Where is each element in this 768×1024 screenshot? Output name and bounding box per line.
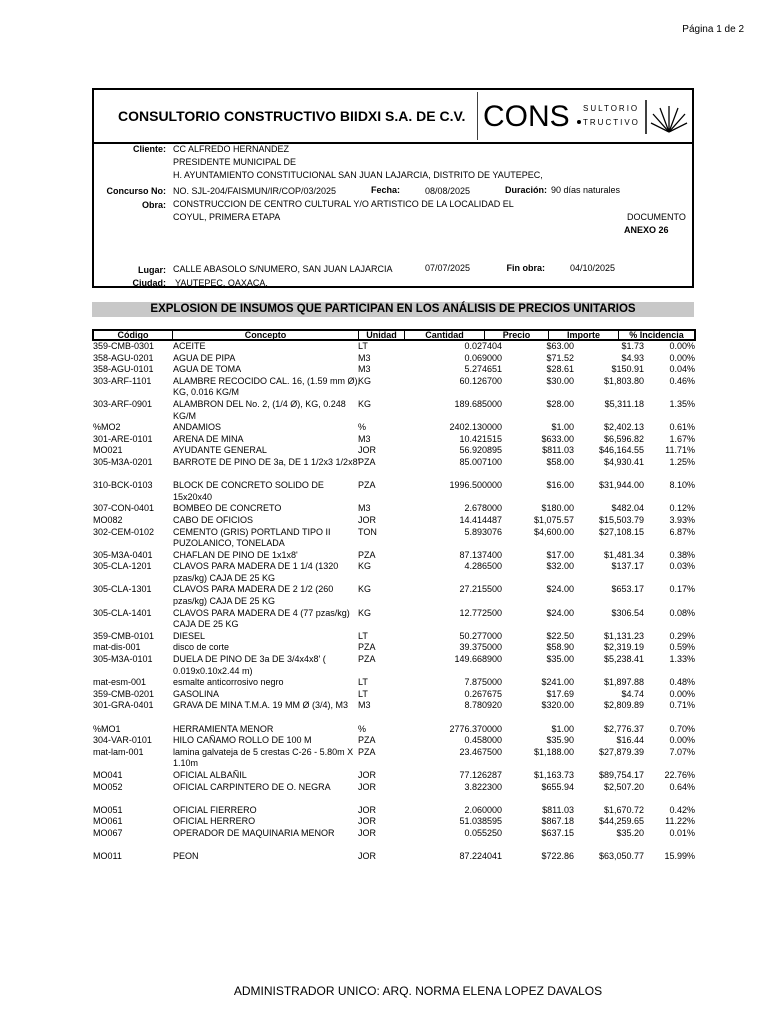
row-code: 305-M3A-0101 [93, 654, 153, 665]
row-precio: $63.00 [546, 341, 574, 351]
row-cantidad: 85.007100 [459, 456, 502, 467]
row-unidad: TON [358, 526, 377, 537]
row-importe: $137.17 [611, 561, 644, 572]
row-concepto: BLOCK DE CONCRETO SOLIDO DE 15x20x40 [173, 480, 324, 502]
row-incidencia: 0.17% [669, 584, 695, 595]
table-row [0, 503, 768, 515]
row-incidencia: 0.00% [669, 688, 695, 699]
fecha-label: Fecha: [370, 185, 400, 195]
row-precio: $28.00 [546, 398, 574, 409]
row-concepto: PEON [173, 851, 199, 862]
row-code: MO052 [93, 781, 123, 792]
duracion-value: 90 días naturales [551, 185, 621, 195]
company-name: CONSULTORIO CONSTRUCTIVO BIIDXI S.A. DE C.V. [118, 108, 466, 124]
row-incidencia: 7.07% [669, 746, 695, 757]
row-incidencia: 8.10% [669, 480, 695, 491]
row-code: 307-CON-0401 [93, 503, 155, 514]
row-importe: $89,754.17 [598, 769, 644, 780]
row-cantidad: 189.685000 [454, 398, 502, 409]
row-unidad: PZA [358, 549, 376, 560]
row-incidencia: 0.70% [669, 723, 695, 734]
row-cantidad: 5.274651 [464, 364, 502, 375]
table-row [0, 782, 768, 805]
row-precio: $241.00 [541, 677, 574, 688]
row-cantidad: 0.069000 [464, 352, 502, 363]
row-importe: $1,131.23 [603, 630, 644, 641]
row-cantidad: 0.027404 [464, 341, 502, 351]
table-row [0, 735, 768, 747]
row-concepto: OFICIAL ALBAÑIL [173, 769, 247, 780]
row-code: 303-ARF-1101 [93, 375, 152, 386]
row-code: %MO2 [93, 422, 121, 433]
concurso-number: NO. SJL-204/FAISMUN/IR/COP/03/2025 [173, 186, 337, 196]
row-code: 310-BCK-0103 [93, 480, 153, 491]
row-incidencia: 1.35% [669, 398, 695, 409]
row-unidad: M3 [358, 352, 371, 363]
row-importe: $4.93 [621, 352, 644, 363]
row-importe: $15,503.79 [598, 514, 644, 525]
row-cantidad: 12.772500 [459, 607, 502, 618]
table-row [0, 608, 768, 631]
cliente-label: Cliente: [132, 144, 166, 154]
row-importe: $5,238.41 [603, 654, 644, 665]
table-row [0, 654, 768, 677]
row-unidad: PZA [358, 642, 376, 653]
row-code: MO082 [93, 514, 123, 525]
row-unidad: M3 [358, 503, 371, 514]
row-importe: $2,507.20 [603, 781, 644, 792]
row-code: 305-M3A-0401 [93, 549, 153, 560]
row-incidencia: 3.93% [669, 514, 695, 525]
fecha-inicio-value: 07/07/2025 [425, 263, 471, 273]
row-importe: $653.17 [611, 584, 644, 595]
logo-rays-icon [651, 106, 687, 132]
row-cantidad: 7.875000 [464, 677, 502, 688]
table-row [0, 828, 768, 851]
row-code: mat-dis-001 [93, 642, 141, 653]
row-code: MO067 [93, 827, 123, 838]
row-precio: $17.00 [546, 549, 574, 560]
row-concepto: esmalte anticorrosivo negro [173, 677, 284, 688]
col-incidencia: % Incidencia [618, 331, 694, 339]
row-precio: $22.50 [546, 630, 574, 641]
row-code: MO011 [93, 851, 122, 862]
row-code: 359-CMB-0101 [93, 630, 155, 641]
row-concepto: OFICIAL FIERRERO [173, 804, 257, 815]
row-unidad: LT [358, 341, 368, 351]
row-cantidad: 3.822300 [464, 781, 502, 792]
table-row [0, 445, 768, 457]
row-importe: $482.04 [611, 503, 644, 514]
row-precio: $17.69 [546, 688, 574, 699]
row-cantidad: 23.467500 [459, 746, 502, 757]
row-concepto: DIESEL [173, 630, 206, 641]
row-importe: $4,930.41 [603, 456, 644, 467]
row-precio: $35.90 [546, 735, 574, 746]
row-importe: $63,050.77 [598, 851, 644, 862]
row-cantidad: 4.286500 [464, 561, 502, 572]
row-precio: $633.00 [541, 433, 574, 444]
row-code: 305-CLA-1201 [93, 561, 152, 572]
fecha-value: 08/08/2025 [425, 186, 471, 196]
row-unidad: % [358, 723, 367, 734]
row-importe: $31,944.00 [598, 480, 644, 491]
table-row [0, 527, 768, 550]
row-incidencia: 15.99% [664, 851, 695, 862]
table-row [0, 376, 768, 399]
row-cantidad: 39.375000 [459, 642, 502, 653]
table-row [0, 515, 768, 527]
row-unidad: JOR [358, 781, 376, 792]
row-unidad: JOR [358, 827, 376, 838]
row-importe: $27,108.15 [598, 526, 644, 537]
row-cantidad: 0.267675 [464, 688, 502, 699]
row-unidad: PZA [358, 480, 376, 491]
row-concepto: BARROTE DE PINO DE 3a, DE 1 1/2x3 1/2x8' [173, 456, 360, 467]
table-row [0, 747, 768, 770]
table-row [0, 805, 768, 817]
page-number: Página 1 de 2 [682, 24, 744, 35]
ciudad-value: YAUTEPEC, OAXACA. [175, 278, 268, 288]
row-importe: $1,803.80 [603, 375, 644, 386]
table-row [0, 642, 768, 654]
row-incidencia: 0.03% [669, 561, 695, 572]
col-concepto: Concepto [172, 331, 358, 339]
table-row [0, 584, 768, 607]
row-incidencia: 0.61% [669, 422, 695, 433]
table-body [0, 341, 768, 863]
row-importe: $1,897.88 [603, 677, 644, 688]
row-importe: $1,670.72 [603, 804, 644, 815]
col-cantidad: Cantidad [404, 331, 484, 339]
section-title: EXPLOSION DE INSUMOS QUE PARTICIPAN EN LOS ANÁLISIS DE PRECIOS UNITARIOS [92, 302, 694, 317]
row-importe: $1.73 [621, 341, 644, 351]
row-incidencia: 1.25% [669, 456, 695, 467]
row-code: 359-CMB-0301 [93, 341, 155, 351]
obra-line-1: CONSTRUCCION DE CENTRO CULTURAL Y/O ARTISTICO DE LA LOCALIDAD EL [173, 199, 514, 209]
row-concepto: AGUA DE PIPA [173, 352, 236, 363]
table-row [0, 851, 768, 863]
row-precio: $655.94 [541, 781, 574, 792]
row-cantidad: 77.126287 [459, 769, 502, 780]
row-concepto: GASOLINA [173, 688, 220, 699]
col-codigo: Código [117, 330, 149, 340]
row-concepto: AGUA DE TOMA [173, 364, 242, 375]
row-concepto: BOMBEO DE CONCRETO [173, 503, 282, 514]
table-row [0, 677, 768, 689]
row-incidencia: 1.33% [669, 654, 695, 665]
row-importe: $6,596.82 [603, 433, 644, 444]
table-row [0, 700, 768, 723]
row-unidad: JOR [358, 445, 376, 456]
row-unidad: PZA [358, 654, 376, 665]
row-incidencia: 1.67% [669, 433, 695, 444]
company-logo [477, 92, 691, 140]
row-importe: $46,164.55 [598, 445, 644, 456]
logo-bottom-text: TRUCTIVO [583, 118, 640, 127]
row-incidencia: 0.59% [669, 642, 695, 653]
row-unidad: LT [358, 688, 368, 699]
table-row [0, 353, 768, 365]
row-concepto: OFICIAL HERRERO [173, 816, 256, 827]
row-unidad: PZA [358, 735, 376, 746]
row-importe: $27,879.39 [598, 746, 644, 757]
row-incidencia: 0.01% [669, 827, 695, 838]
row-code: MO041 [93, 769, 123, 780]
row-cantidad: 149.668900 [454, 654, 502, 665]
row-precio: $24.00 [546, 584, 574, 595]
row-concepto: ANDAMIOS [173, 422, 222, 433]
row-incidencia: 0.04% [669, 364, 695, 375]
row-concepto: ALAMBRE RECOCIDO CAL. 16, (1.59 mm Ø), KG, 0.016 KG/M [173, 375, 361, 398]
row-precio: $71.52 [546, 352, 574, 363]
row-precio: $867.18 [541, 816, 574, 827]
row-precio: $1,188.00 [533, 746, 574, 757]
row-unidad: % [358, 422, 367, 433]
row-cantidad: 10.421515 [459, 433, 502, 444]
row-concepto: CLAVOS PARA MADERA DE 4 (77 pzas/kg) CAJA DE 25 KG [173, 607, 350, 630]
row-concepto: ARENA DE MINA [173, 433, 244, 444]
row-concepto: ACEITE [173, 341, 206, 351]
row-code: 301-GRA-0401 [93, 700, 154, 711]
row-unidad: M3 [358, 433, 371, 444]
row-incidencia: 11.71% [665, 445, 695, 456]
row-importe: $1,481.34 [603, 549, 644, 560]
row-code: 304-VAR-0101 [93, 735, 152, 746]
row-unidad: JOR [358, 804, 376, 815]
row-precio: $58.00 [546, 456, 574, 467]
row-incidencia: 0.64% [669, 781, 695, 792]
table-row [0, 434, 768, 446]
row-precio: $320.00 [541, 700, 574, 711]
row-importe: $5,311.18 [604, 398, 644, 409]
row-precio: $4,600.00 [533, 526, 574, 537]
row-cantidad: 56.920895 [459, 445, 502, 456]
row-incidencia: 0.12% [669, 503, 695, 514]
row-concepto: CABO DE OFICIOS [173, 514, 254, 525]
row-precio: $637.15 [541, 827, 574, 838]
row-unidad: JOR [358, 851, 376, 862]
row-incidencia: 0.46% [669, 375, 695, 386]
col-unidad: Unidad [358, 331, 404, 339]
row-unidad: JOR [358, 769, 376, 780]
row-incidencia: 0.38% [669, 549, 695, 560]
row-code: 305-M3A-0201 [93, 456, 153, 467]
logo-main-text: CONS [483, 100, 570, 133]
row-incidencia: 0.00% [669, 352, 695, 363]
row-concepto: HILO CAÑAMO ROLLO DE 100 M [173, 735, 312, 746]
table-row [0, 561, 768, 584]
row-cantidad: 2402.130000 [449, 422, 502, 433]
row-importe: $150.91 [611, 364, 644, 375]
row-importe: $2,809.89 [603, 700, 644, 711]
row-precio: $1,163.73 [533, 769, 574, 780]
row-precio: $35.00 [546, 654, 574, 665]
table-row [0, 631, 768, 643]
table-row [0, 770, 768, 782]
row-precio: $811.03 [542, 804, 574, 815]
row-code: 301-ARE-0101 [93, 433, 153, 444]
documento-label: DOCUMENTO [627, 212, 686, 222]
row-cantidad: 8.780920 [464, 700, 502, 711]
row-code: 358-AGU-0201 [93, 352, 154, 363]
duracion-label: Duración: [504, 185, 547, 195]
row-cantidad: 1996.500000 [449, 480, 502, 491]
table-row [0, 399, 768, 422]
concurso-label: Concurso No: [106, 186, 166, 196]
fin-obra-label: Fin obra: [506, 263, 545, 273]
row-unidad: LT [358, 630, 368, 641]
row-precio: $28.61 [546, 364, 574, 375]
row-code: %MO1 [93, 723, 121, 734]
row-importe: $2,319.19 [603, 642, 644, 653]
row-incidencia: 0.48% [669, 677, 695, 688]
row-concepto: GRAVA DE MINA T.M.A. 19 MM Ø (3/4), M3 [173, 700, 349, 711]
row-precio: $58.90 [546, 642, 574, 653]
table-row [0, 422, 768, 434]
row-code: 303-ARF-0901 [93, 398, 153, 409]
row-code: MO051 [93, 804, 123, 815]
row-importe: $35.20 [616, 827, 644, 838]
row-code: 305-CLA-1301 [93, 584, 152, 595]
row-importe: $44,259.65 [598, 816, 644, 827]
row-unidad: KG [358, 584, 372, 595]
row-precio: $32.00 [546, 561, 574, 572]
cliente-line-1: CC ALFREDO HERNANDEZ [173, 144, 290, 154]
row-code: mat-lam-001 [93, 746, 144, 757]
row-precio: $1.00 [551, 422, 574, 433]
row-unidad: JOR [358, 514, 376, 525]
row-code: 359-CMB-0201 [93, 688, 155, 699]
row-concepto: lamina galvateja de 5 crestas C-26 - 5.80m X 1.10m [173, 746, 354, 769]
row-importe: $2,776.37 [603, 723, 644, 734]
col-importe: Importe [548, 331, 618, 339]
table-row [0, 550, 768, 562]
row-concepto: ALAMBRON DEL No. 2, (1/4 Ø), KG, 0.248 KG/M [173, 398, 346, 421]
row-precio: $16.00 [546, 480, 574, 491]
row-cantidad: 87.137400 [459, 549, 502, 560]
row-incidencia: 0.71% [669, 700, 695, 711]
row-incidencia: 0.42% [669, 804, 695, 815]
row-importe: $306.54 [611, 607, 644, 618]
row-unidad: KG [358, 375, 372, 386]
row-incidencia: 0.00% [669, 735, 695, 746]
logo-graphic [477, 92, 691, 140]
cliente-line-3: H. AYUNTAMIENTO CONSTITUCIONAL SAN JUAN LAJARCIA, DISTRITO DE YAUTEPEC, [173, 170, 543, 180]
ciudad-label: Ciudad: [132, 278, 166, 288]
table-row [0, 364, 768, 376]
row-precio: $811.03 [542, 445, 574, 456]
row-concepto: CLAVOS PARA MADERA DE 1 1/4 (1320 pzas/kg) CAJA DE 25 KG [173, 561, 339, 583]
row-concepto: DUELA DE PINO DE 3a DE 3/4x4x8' ( 0.019x0.10x2.44 m) [173, 654, 326, 676]
row-incidencia: 0.00% [669, 341, 695, 351]
row-precio: $24.00 [546, 607, 574, 618]
table-row [0, 457, 768, 480]
row-concepto: CHAFLAN DE PINO DE 1x1x8' [173, 549, 298, 560]
row-precio: $1,075.57 [533, 514, 574, 525]
row-concepto: OPERADOR DE MAQUINARIA MENOR [173, 827, 335, 838]
table-row [0, 341, 768, 353]
row-unidad: KG [358, 607, 372, 618]
row-incidencia: 0.29% [669, 630, 695, 641]
row-importe: $2,402.13 [603, 422, 644, 433]
row-unidad: M3 [358, 700, 371, 711]
row-unidad: M3 [358, 364, 371, 375]
table-row [0, 689, 768, 701]
row-cantidad: 87.224041 [459, 851, 502, 862]
row-precio: $30.00 [546, 375, 574, 386]
obra-line-2: COYUL, PRIMERA ETAPA [173, 212, 281, 222]
row-incidencia: 11.22% [665, 816, 695, 827]
lugar-label: Lugar: [138, 265, 166, 275]
cliente-line-2: PRESIDENTE MUNICIPAL DE [173, 157, 297, 167]
row-concepto: disco de corte [173, 642, 230, 653]
row-unidad: PZA [358, 456, 376, 467]
row-cantidad: 50.277000 [459, 630, 502, 641]
row-cantidad: 2.678000 [464, 503, 502, 514]
row-precio: $1.00 [551, 723, 574, 734]
row-code: MO021 [93, 445, 123, 456]
row-incidencia: 6.87% [669, 526, 695, 537]
row-importe: $16.44 [616, 735, 644, 746]
row-precio: $180.00 [541, 503, 574, 514]
row-concepto: HERRAMIENTA MENOR [173, 723, 274, 734]
row-cantidad: 51.038595 [459, 816, 502, 827]
row-incidencia: 22.76% [664, 769, 695, 780]
row-importe: $4.74 [621, 688, 644, 699]
row-code: 358-AGU-0101 [93, 364, 154, 375]
row-concepto: AYUDANTE GENERAL [173, 445, 267, 456]
footer-signature: ADMINISTRADOR UNICO: ARQ. NORMA ELENA LOPEZ DAVALOS [233, 984, 603, 998]
row-code: 302-CEM-0102 [93, 526, 155, 537]
table-row [0, 724, 768, 736]
row-code: 305-CLA-1401 [93, 607, 152, 618]
table-row [0, 480, 768, 503]
row-unidad: KG [358, 398, 372, 409]
row-cantidad: 27.215500 [459, 584, 502, 595]
row-incidencia: 0.08% [669, 607, 695, 618]
row-code: MO061 [93, 816, 123, 827]
row-code: mat-esm-001 [93, 677, 147, 688]
row-cantidad: 2776.370000 [449, 723, 502, 734]
col-precio: Precio [484, 331, 548, 339]
table-header [92, 329, 696, 341]
row-cantidad: 2.060000 [464, 804, 502, 815]
obra-label: Obra: [141, 200, 166, 210]
row-unidad: LT [358, 677, 368, 688]
row-cantidad: 0.458000 [464, 735, 502, 746]
row-concepto: CEMENTO (GRIS) PORTLAND TIPO II PUZOLANICO, TONELADA [173, 526, 331, 549]
row-unidad: KG [358, 561, 372, 572]
row-concepto: OFICIAL CARPINTERO DE O. NEGRA [173, 781, 331, 792]
table-row [0, 816, 768, 828]
row-cantidad: 0.055250 [464, 827, 502, 838]
row-unidad: PZA [358, 746, 376, 757]
fin-obra-value: 04/10/2025 [570, 263, 616, 273]
row-concepto: CLAVOS PARA MADERA DE 2 1/2 (260 pzas/kg) CAJA DE 25 KG [173, 584, 334, 607]
row-unidad: JOR [358, 816, 376, 827]
lugar-value: CALLE ABASOLO S/NUMERO, SAN JUAN LAJARCIA [173, 264, 393, 274]
logo-top-text: SULTORIO [583, 104, 640, 113]
row-precio: $722.86 [541, 851, 574, 862]
row-cantidad: 14.414487 [459, 514, 502, 525]
row-cantidad: 5.893076 [464, 526, 502, 537]
anexo-label: ANEXO 26 [624, 225, 669, 235]
row-cantidad: 60.126700 [459, 375, 502, 386]
